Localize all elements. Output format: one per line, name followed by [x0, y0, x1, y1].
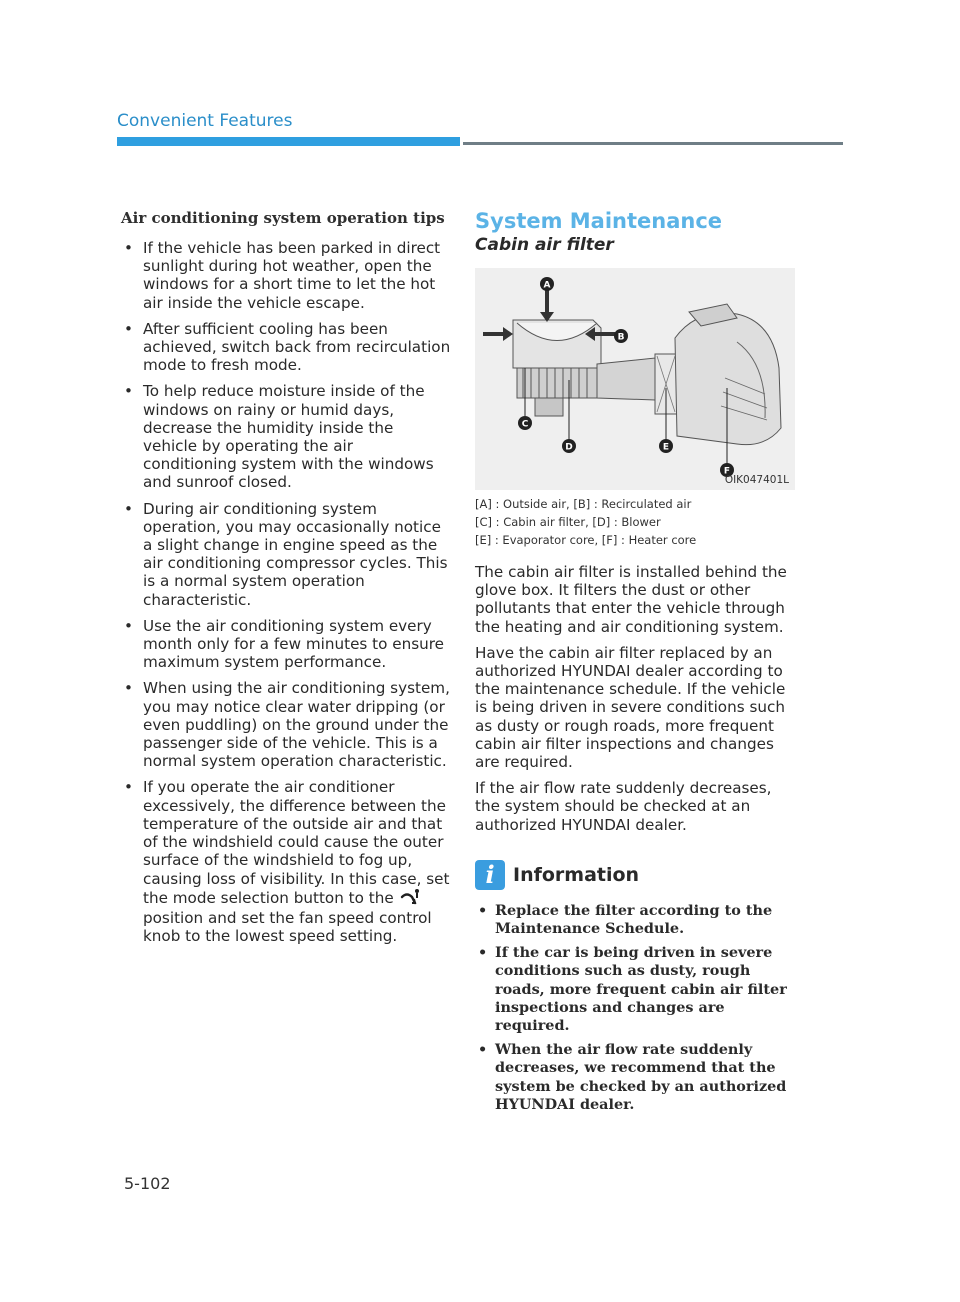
body-paragraph: The cabin air filter is installed behind the glove box. It filters the dust or other pollutants that enter the vehicle through the heating and air conditioning system. [475, 563, 787, 636]
information-list [475, 902, 797, 1114]
list-item: • If the vehicle has been parked in direct sunlight during hot weather, open the windows for a short time to let the hot air inside the vehicle escape. [124, 239, 441, 312]
left-column [121, 209, 451, 953]
label-a: A [543, 280, 551, 291]
label-e: E [662, 442, 670, 453]
figure-code: OIK047401L [724, 474, 789, 486]
subsection-title: Cabin air filter [475, 235, 614, 255]
hvac-illustration [475, 268, 795, 490]
list-item: • Use the air conditioning system every month only for a few minutes to ensure maximum system performance. [124, 616, 444, 672]
header-accent-bar [117, 137, 460, 146]
information-header [475, 860, 797, 890]
body-paragraph: If the air flow rate suddenly decreases, the system should be checked at an authorized HYUNDAI dealer. [475, 779, 772, 834]
right-column [475, 208, 797, 1120]
tips-list [121, 239, 451, 945]
list-item: • When the air flow rate suddenly decreases, we recommend that the system be checked by an authorized HYUNDAI dealer. [478, 1041, 787, 1113]
list-item: • After sufficient cooling has been achieved, switch back from recirculation mode to fresh mode. [124, 319, 451, 375]
information-title: Information [513, 863, 640, 886]
list-item: • To help reduce moisture inside of the windows on rainy or humid days, decrease the humidity inside the vehicle by operating the air conditioning system with the windows and sunroof closed. [124, 382, 434, 492]
list-item: • If the car is being driven in severe conditions such as dusty, rough roads, more frequent cabin air filter inspections and changes are required. [478, 944, 787, 1035]
label-b: B [617, 332, 625, 343]
header-section-title: Convenient Features [117, 111, 293, 131]
list-item: • When using the air conditioning system, you may notice clear water dripping (or even puddling) on the ground under the passenger side of the vehicle. This is a normal system operation characteristic. [124, 679, 450, 771]
figure-caption: [A] : Outside air, [B] : Recirculated air [C] : Cabin air filter, [D] : Blower [E] : Evaporator core, [F] : Heater core [475, 497, 697, 547]
label-c: C [521, 419, 529, 430]
body-paragraph: Have the cabin air filter replaced by an authorized HYUNDAI dealer according to the maintenance schedule. If the vehicle is being driven in severe conditions such as dusty or rough roads, more frequent cabin air filter inspections and changes are required. [475, 643, 786, 772]
label-f: F [723, 466, 731, 477]
list-item: • During air conditioning system operation, you may occasionally notice a slight change in engine speed as the air conditioning compressor cycles. This is a normal system operation characteristic. [124, 499, 448, 609]
floor-mode-icon [399, 888, 421, 909]
section-title: System Maintenance [475, 209, 723, 233]
page-number: 5-102 [124, 1174, 171, 1193]
information-icon: i [475, 860, 505, 890]
label-d: D [565, 442, 573, 453]
cabin-filter-diagram [475, 268, 795, 490]
header-rule [463, 142, 843, 145]
air-duct [597, 358, 655, 400]
list-item: • If you operate the air conditioner excessively, the difference between the temperature of the outside air and that of the windshield could cause the outer surface of the windshield to fog up, causing loss of visibility. In this case, set the mode selection button to the position and set the fan speed control knob to the lowest speed setting. [124, 778, 450, 946]
tips-subheading: Air conditioning system operation tips [121, 209, 445, 227]
list-item: • Replace the filter according to the Maintenance Schedule. [478, 901, 773, 938]
